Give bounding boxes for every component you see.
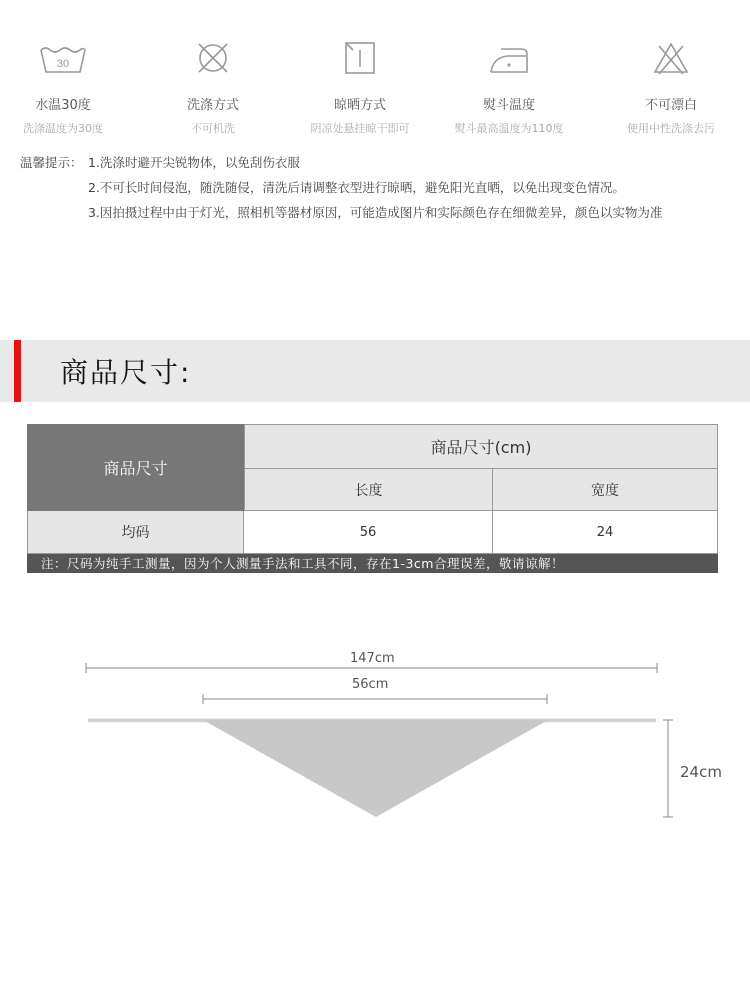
total-length-label: 147cm [350,651,395,666]
care-item-drying [285,36,435,136]
accent-bar [14,340,21,402]
iron-icon [487,44,531,76]
tip-line: 1.洗涤时避开尖锐物体，以免刮伤衣服 [88,155,300,170]
body-length-label: 56cm [352,677,389,692]
height-label: 24cm [680,763,722,781]
care-item-wash-temp [0,36,138,136]
care-item-bleach [596,36,746,136]
group-header: 商品尺寸(cm) [244,424,718,469]
care-title: 晾晒方式 [333,98,386,113]
measurement-note: 注：尺码为纯手工测量，因为个人测量手法和工具不同，存在1-3cm合理误差，敬请谅解！ [27,554,718,573]
no-machine-wash-icon [193,40,233,76]
wash-30-icon [38,42,88,76]
care-desc: 不可机洗 [191,122,235,135]
section-banner [0,340,750,402]
tip-line: 3.因拍摄过程中由于灯光，照相机等器材原因，可能造成图片和实际颜色存在细微差异，颜色以实物为准 [88,205,663,220]
care-instructions [0,36,750,136]
drip-dry-icon [343,40,377,76]
care-title: 熨斗温度 [482,98,535,113]
size-table [27,424,718,573]
col-header-length: 长度 [244,469,493,511]
diagram-shape [0,640,750,840]
width-value-cell: 24 [493,511,718,554]
wash-temp-icon-text: 30 [56,58,70,70]
care-desc: 洗涤温度为30度 [23,122,103,135]
section-title: 商品尺寸: [60,356,192,389]
care-desc: 阴凉处悬挂晾干即可 [310,122,410,135]
size-diagram [0,640,750,840]
col-header-width: 宽度 [493,469,718,511]
care-item-wash-method [138,36,288,136]
no-bleach-icon [651,40,691,76]
tips-lead: 温馨提示： [20,155,83,170]
care-title: 洗涤方式 [186,98,239,113]
care-title: 不可漂白 [644,98,697,113]
size-name-cell: 均码 [27,511,244,554]
care-desc: 使用中性洗涤去污 [627,122,715,135]
care-title: 水温30度 [35,98,91,113]
length-value-cell: 56 [244,511,493,554]
tip-line: 2.不可长时间侵泡，随洗随侵，清洗后请调整衣型进行晾晒，避免阳光直晒，以免出现变色情况。 [88,180,625,195]
care-item-ironing [434,36,584,136]
row-header: 商品尺寸 [27,424,244,511]
care-desc: 熨斗最高温度为110度 [454,122,564,135]
